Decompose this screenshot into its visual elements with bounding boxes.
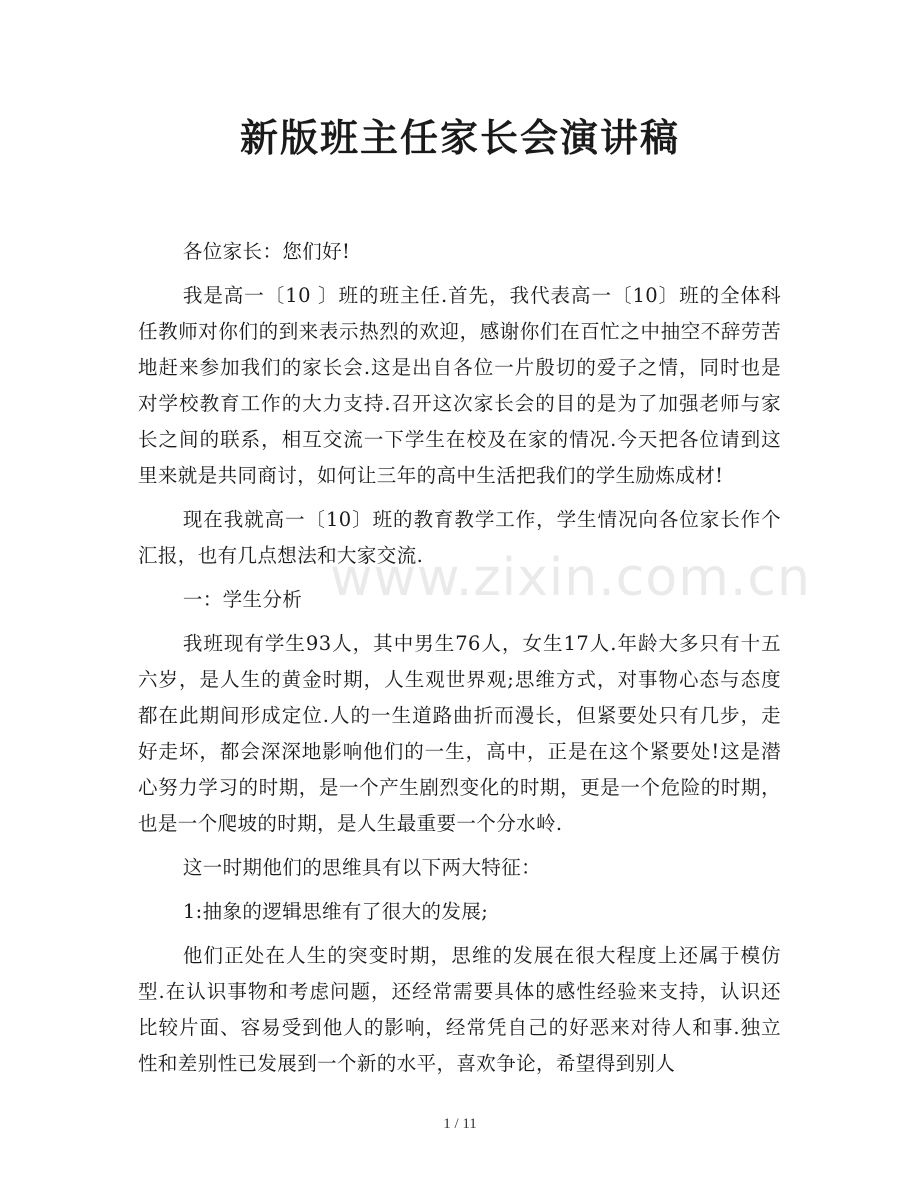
body-paragraph: 他们正处在人生的突变时期，思维的发展在很大程度上还属于模仿型.在认识事物和考虑问题，还经常需要具体的感性经验来支持，认识还比较片面、容易受到他人的影响，经常凭自己的好恶来对待人和事.独立性和差别性已发展到一个新的水平，喜欢争论，希望得到别人 — [138, 944, 781, 1075]
greeting-paragraph: 各位家长：您们好! — [182, 240, 351, 263]
watermark: www.zixin.com.cn — [330, 548, 811, 608]
list-point: 1:抽象的逻辑思维有了很大的发展; — [182, 900, 489, 923]
body-paragraph: 我是高一〔10 〕班的班主任.首先，我代表高一〔10〕班的全体科任教师对你们的到来表示热烈的欢迎，感谢你们在百忙之中抽空不辞劳苦地赶来参加我们的家长会.这是出自各位一片殷切的爱子之情，同时也是对学校教育工作的大力支持.召开这次家长会的目的是为了加强老师与家长之间的联系，相互交流一下学生在校及在家的情况.今天把各位请到这里来就是共同商讨，如何让三年的高中生活把我们的学生励炼成材! — [138, 284, 781, 487]
body-paragraph: 这一时期他们的思维具有以下两大特征： — [182, 856, 542, 879]
body-paragraph: 我班现有学生93人，其中男生76人，女生17人.年龄大多只有十五六岁，是人生的黄金时期，人生观世界观;思维方式，对事物心态与态度都在此期间形成定位.人的一生道路曲折而漫长，但紧要处只有几步，走好走坏，都会深深地影响他们的一生，高中，正是在这个紧要处!这是潜心努力学习的时期，是一个产生剧烈变化的时期，更是一个危险的时期，也是一个爬坡的时期，是人生最重要一个分水岭. — [138, 632, 781, 835]
document-title: 新版班主任家长会演讲稿 — [239, 116, 680, 160]
body-paragraph: 现在我就高一〔10〕班的教育教学工作，学生情况向各位家长作个汇报，也有几点想法和大家交流. — [138, 508, 781, 567]
section-heading: 一：学生分析 — [182, 588, 303, 611]
page-number: 1 / 11 — [443, 1116, 477, 1132]
document-body — [138, 234, 781, 1090]
